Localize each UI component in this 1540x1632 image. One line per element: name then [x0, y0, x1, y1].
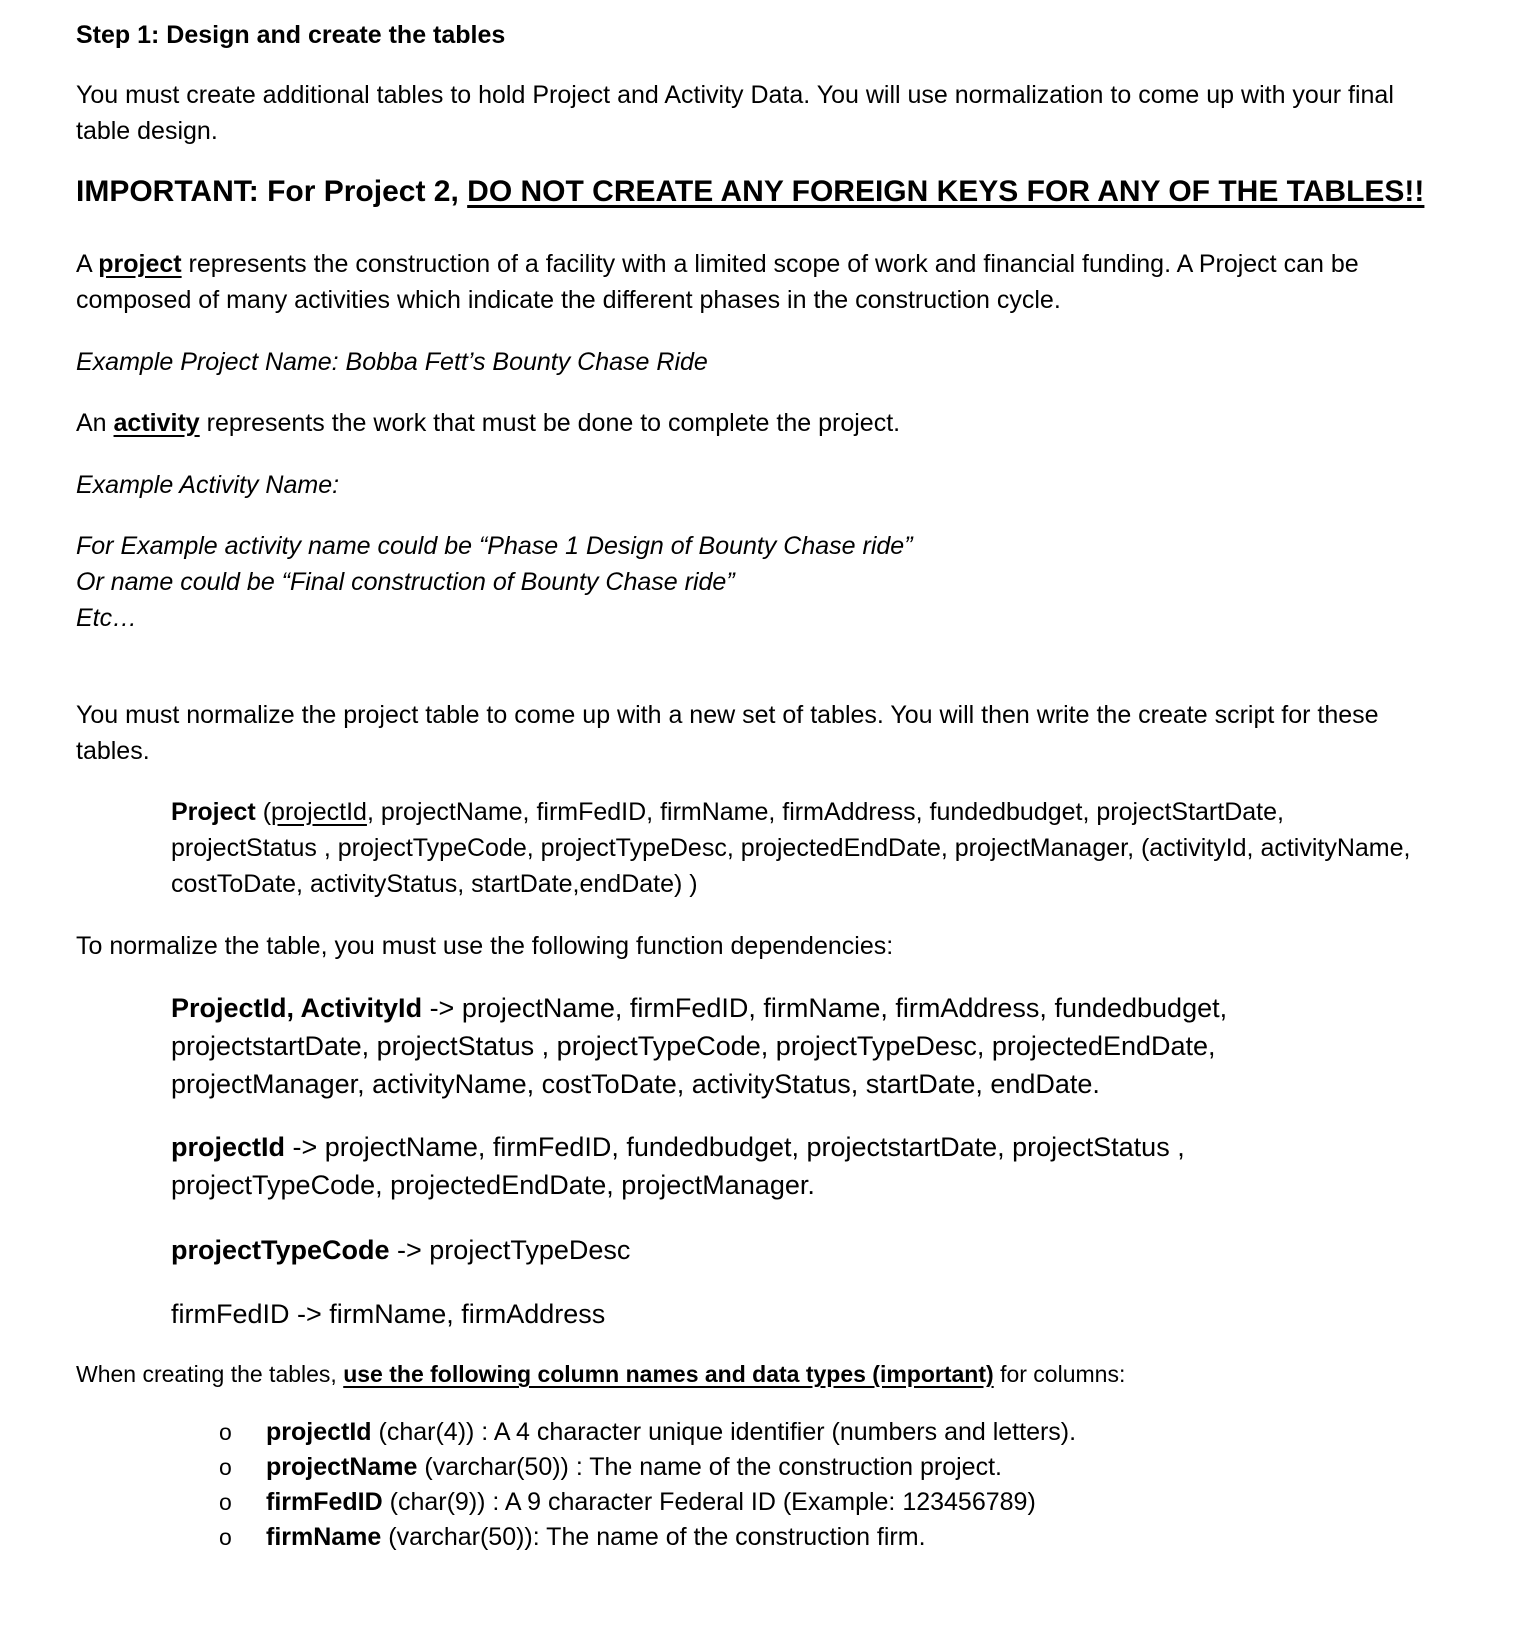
list-item — [266, 1519, 926, 1555]
example-activity-line-2: Or name could be “Final construction of Bounty Chase ride” — [76, 568, 735, 596]
example-activity-label: Example Activity Name: — [76, 471, 340, 499]
normalize-intro-line-1: You must normalize the project table to come up with a new set of tables. You will then write the create script for these — [76, 701, 1379, 729]
list-bullet: o — [219, 1489, 232, 1515]
project-term: project — [98, 250, 182, 278]
activity-definition — [76, 405, 900, 441]
fd4-line: firmFedID -> firmName, firmAddress — [171, 1299, 606, 1329]
project-schema-rest: , projectName, firmFedID, firmName, firmAddress, fundedbudget, projectStartDate, — [366, 798, 1284, 826]
column-desc: (char(4)) : A 4 character unique identifier (numbers and letters). — [371, 1418, 1077, 1446]
important-notice — [76, 174, 1424, 210]
column-name: firmName — [266, 1523, 382, 1551]
project-definition-line-2: composed of many activities which indicate the different phases in the construction cycle. — [76, 286, 1061, 314]
project-definition-line-1 — [76, 246, 1359, 282]
activity-term: activity — [113, 409, 200, 437]
project-schema-open: ( — [255, 798, 272, 826]
columns-intro — [76, 1356, 1125, 1392]
list-item — [266, 1414, 1076, 1450]
fd2-line-2: projectTypeCode, projectedEndDate, projectManager. — [171, 1170, 815, 1200]
step-heading: Step 1: Design and create the tables — [76, 21, 506, 49]
fd2-rhs: -> projectName, firmFedID, fundedbudget, projectstartDate, projectStatus , — [285, 1132, 1185, 1162]
project-schema-line-2: projectStatus , projectTypeCode, projectTypeDesc, projectedEndDate, projectManager, (activityId, activityName, — [171, 834, 1411, 862]
column-name: projectName — [266, 1453, 418, 1481]
columns-intro-emphasis: use the following column names and data types (important) — [343, 1361, 994, 1387]
list-bullet: o — [219, 1419, 232, 1445]
column-name: projectId — [266, 1418, 372, 1446]
list-item — [266, 1484, 1036, 1520]
intro-line-1: You must create additional tables to hold Project and Activity Data. You will use normalization to come up with your final — [76, 81, 1394, 109]
columns-intro-lead: When creating the tables, — [76, 1361, 344, 1387]
list-bullet: o — [219, 1524, 232, 1550]
list-item — [266, 1449, 1002, 1485]
fd1-lhs: ProjectId, ActivityId — [171, 993, 423, 1023]
important-emphasis: DO NOT CREATE ANY FOREIGN KEYS FOR ANY OF THE TABLES!! — [467, 175, 1425, 208]
project-schema-line-3: costToDate, activityStatus, startDate,endDate) ) — [171, 870, 698, 898]
fd1-line-2: projectstartDate, projectStatus , projectTypeCode, projectTypeDesc, projectedEndDate, — [171, 1031, 1216, 1061]
fd2-line-1 — [171, 1129, 1185, 1165]
example-activity-line-1: For Example activity name could be “Phase 1 Design of Bounty Chase ride” — [76, 532, 913, 560]
fd1-rhs: -> projectName, firmFedID, firmName, firmAddress, fundedbudget, — [422, 993, 1228, 1023]
fd3-line — [171, 1232, 630, 1268]
fd1-line-1 — [171, 990, 1227, 1026]
column-desc: (varchar(50)) : The name of the construction project. — [417, 1453, 1002, 1481]
fd-intro: To normalize the table, you must use the following function dependencies: — [76, 932, 894, 960]
intro-line-2: table design. — [76, 117, 218, 145]
example-project-name: Example Project Name: Bobba Fett’s Bounty Chase Ride — [76, 348, 708, 376]
fd3-rhs: -> projectTypeDesc — [389, 1235, 631, 1265]
activity-def-lead: An — [76, 409, 114, 437]
project-schema-name: Project — [171, 798, 256, 826]
project-schema-line-1 — [171, 794, 1284, 830]
project-schema-key: projectId — [271, 798, 367, 826]
column-desc: (varchar(50)): The name of the construction firm. — [381, 1523, 926, 1551]
activity-def-rest: represents the work that must be done to complete the project. — [199, 409, 901, 437]
column-name: firmFedID — [266, 1488, 383, 1516]
example-activity-line-3: Etc… — [76, 604, 138, 632]
column-desc: (char(9)) : A 9 character Federal ID (Example: 123456789) — [382, 1488, 1036, 1516]
list-bullet: o — [219, 1454, 232, 1480]
fd2-lhs: projectId — [171, 1132, 286, 1162]
fd1-line-3: projectManager, activityName, costToDate, activityStatus, startDate, endDate. — [171, 1069, 1100, 1099]
fd3-lhs: projectTypeCode — [171, 1235, 390, 1265]
columns-intro-tail: for columns: — [993, 1361, 1126, 1387]
project-def-lead: A — [76, 250, 99, 278]
important-prefix: IMPORTANT: For Project 2, — [76, 175, 468, 208]
normalize-intro-line-2: tables. — [76, 737, 150, 765]
project-def-rest: represents the construction of a facility with a limited scope of work and financial funding. A Project can be — [181, 250, 1359, 278]
